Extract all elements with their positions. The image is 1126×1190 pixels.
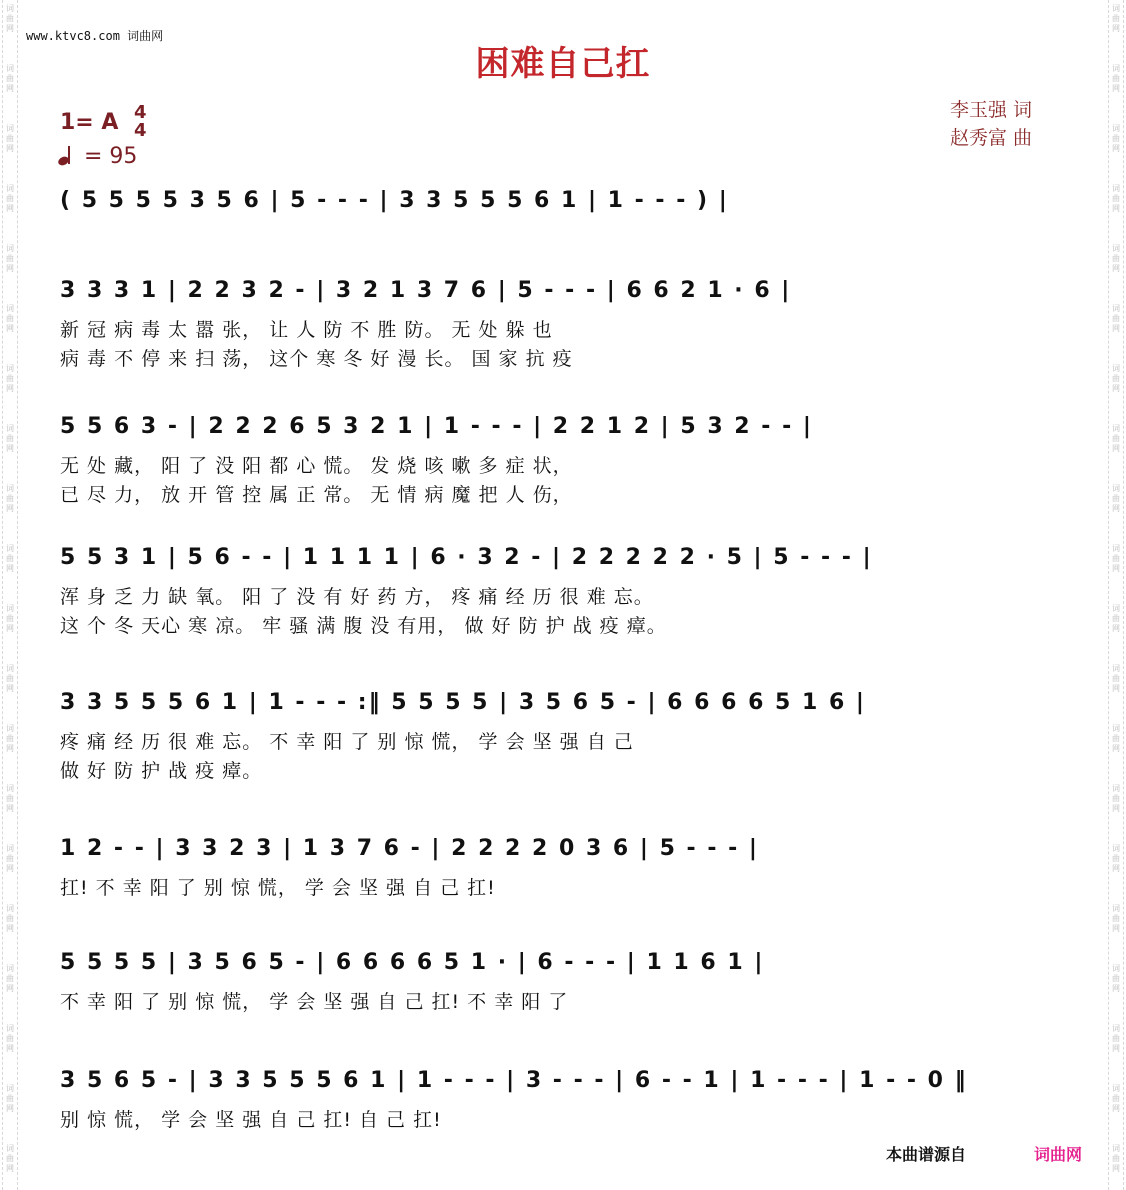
watermark-text: 词曲网 [1112,964,1120,993]
watermark-text: 词曲网 [6,424,14,453]
key-signature [60,102,147,141]
lyric-line-1: 扛! 不 幸 阳 了 别 惊 慌， 学 会 坚 强 自 己 扛! [60,877,496,899]
lyric-line-1: 别 惊 慌， 学 会 坚 强 自 己 扛! 自 己 扛! [60,1109,442,1131]
key-label: 1= A [60,110,119,135]
watermark-text: 词曲网 [1112,544,1120,573]
watermark-text: 词曲网 [1112,184,1120,213]
lyricist: 李玉强 词 [950,99,1033,121]
notes-line: 3 5 6 5 - | 3 3 5 5 5 6 1 | 1 - - - | 3 - - - | 6 - - 1 | 1 - - - | 1 - - 0 ‖ [60,1068,968,1093]
watermark-text: 词曲网 [6,964,14,993]
lyric-line-1: 浑 身 乏 力 缺 氧。 阳 了 没 有 好 药 方， 疼 痛 经 历 很 难 忘。 [60,586,654,608]
song-title: 困难自己扛 [475,44,651,84]
watermark-text: 词曲网 [6,1024,14,1053]
watermark-text: 词曲网 [6,544,14,573]
watermark-text: 词曲网 [6,484,14,513]
watermark-text: 词曲网 [6,664,14,693]
notes-line: 3 3 3 1 | 2 2 3 2 - | 3 2 1 3 7 6 | 5 - - - | 6 6 2 1 · 6 | [60,278,792,303]
watermark-text: 词曲网 [1112,1024,1120,1053]
lyric-line-2: 做 好 防 护 战 疫 瘴。 [60,760,263,782]
lyric-line-1: 疼 痛 经 历 很 难 忘。 不 幸 阳 了 别 惊 慌， 学 会 坚 强 自 己 [60,731,634,753]
tempo-value: = 95 [84,144,138,169]
watermark-text: 词曲网 [6,904,14,933]
watermark-text: 词曲网 [6,724,14,753]
notes-line: ( 5 5 5 5 3 5 6 | 5 - - - | 3 3 5 5 5 6 1 | 1 - - - ) | [60,188,729,213]
notes-line: 1 2 - - | 3 3 2 3 | 1 3 7 6 - | 2 2 2 2 0 3 6 | 5 - - - | [60,836,759,861]
lyric-line-1: 新 冠 病 毒 太 嚣 张， 让 人 防 不 胜 防。 无 处 躲 也 [60,319,553,341]
watermark-text: 词曲网 [6,184,14,213]
watermark-text: 词曲网 [1112,244,1120,273]
watermark-text: 词曲网 [1112,4,1120,33]
watermark-text: 词曲网 [1112,364,1120,393]
time-top: 4 [134,102,147,123]
watermark-text: 词曲网 [6,244,14,273]
watermark-text: 词曲网 [1112,724,1120,753]
lyric-line-2: 病 毒 不 停 来 扫 荡， 这个 寒 冬 好 漫 长。 国 家 抗 疫 [60,348,573,370]
tempo-marking [58,144,137,169]
watermark-text: 词曲网 [6,364,14,393]
source-label: 本曲谱源自 [886,1145,967,1164]
notes-line: 5 5 3 1 | 5 6 - - | 1 1 1 1 | 6 · 3 2 - | 2 2 2 2 2 · 5 | 5 - - - | [60,545,873,570]
watermark-text: 词曲网 [6,64,14,93]
watermark-text: 词曲网 [1112,1144,1120,1173]
watermark-text: 词曲网 [6,1144,14,1173]
watermark-text: 词曲网 [1112,904,1120,933]
notes-line: 5 5 5 5 | 3 5 6 5 - | 6 6 6 6 5 1 · | 6 - - - | 1 1 6 1 | [60,950,765,975]
watermark-text: 词曲网 [1112,484,1120,513]
watermark-text: 词曲网 [1112,304,1120,333]
watermark-text: 词曲网 [1112,604,1120,633]
watermark-text: 词曲网 [6,844,14,873]
watermark-text: 词曲网 [6,1084,14,1113]
watermark-text: 词曲网 [1112,1084,1120,1113]
time-bottom: 4 [134,120,147,141]
notes-line: 5 5 6 3 - | 2 2 2 6 5 3 2 1 | 1 - - - | 2 2 1 2 | 5 3 2 - - | [60,414,813,439]
time-signature [134,104,147,140]
watermark-text: 词曲网 [1112,424,1120,453]
notes-line: 3 3 5 5 5 6 1 | 1 - - - :‖ 5 5 5 5 | 3 5 6 5 - | 6 6 6 6 5 1 6 | [60,690,866,715]
quarter-note-stem [68,146,70,164]
site-url: www.ktvc8.com 词曲网 [26,29,164,43]
watermark-text: 词曲网 [6,304,14,333]
right-watermark-strip [1108,0,1124,1190]
watermark-text: 词曲网 [1112,784,1120,813]
lyric-line-1: 不 幸 阳 了 别 惊 慌， 学 会 坚 强 自 己 扛! 不 幸 阳 了 [60,991,569,1013]
lyric-line-2: 已 尽 力， 放 开 管 控 属 正 常。 无 情 病 魔 把 人 伤， [60,484,573,506]
watermark-text: 词曲网 [6,4,14,33]
credits [950,96,1032,152]
watermark-text: 词曲网 [6,604,14,633]
watermark-text: 词曲网 [1112,844,1120,873]
watermark-text: 词曲网 [1112,124,1120,153]
lyric-line-1: 无 处 藏， 阳 了 没 阳 都 心 慌。 发 烧 咳 嗽 多 症 状， [60,455,573,477]
watermark-text: 词曲网 [1112,64,1120,93]
source-site-link[interactable]: 词曲网 [1034,1145,1083,1164]
watermark-text: 词曲网 [1112,664,1120,693]
lyric-line-2: 这 个 冬 天心 寒 凉。 牢 骚 满 腹 没 有用， 做 好 防 护 战 疫 瘴。 [60,615,667,637]
composer: 赵秀富 曲 [950,127,1033,149]
watermark-text: 词曲网 [6,784,14,813]
left-watermark-strip [2,0,18,1190]
watermark-text: 词曲网 [6,124,14,153]
